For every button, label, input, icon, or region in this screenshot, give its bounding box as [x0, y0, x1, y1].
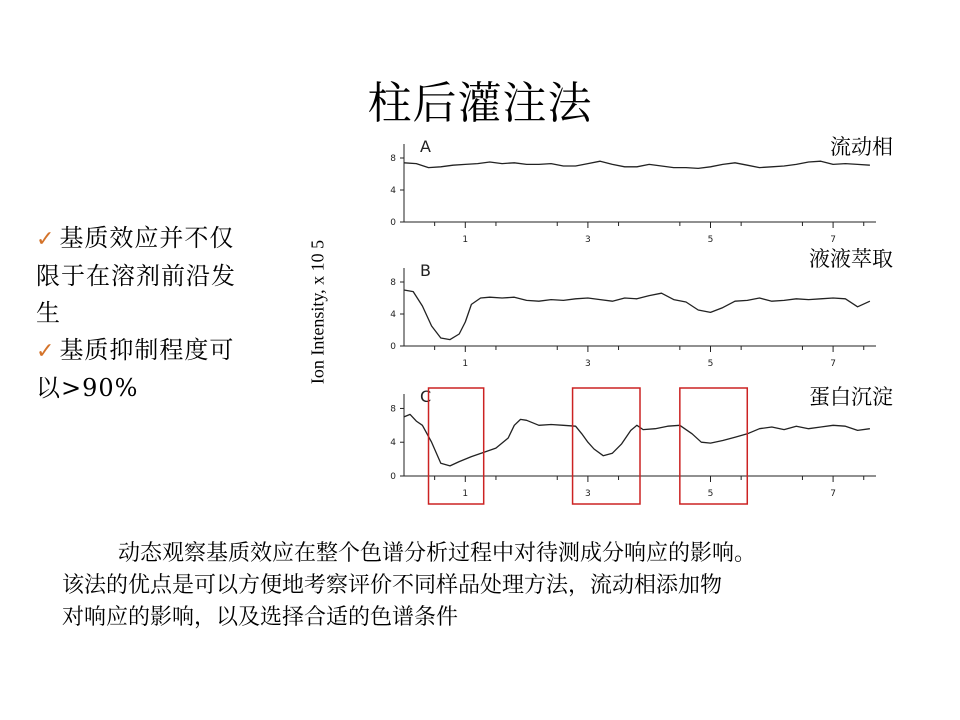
x-tick-label: 3 — [585, 489, 591, 499]
x-tick-label: 3 — [585, 359, 591, 369]
y-tick-label: 0 — [390, 472, 396, 482]
x-tick-label: 5 — [707, 489, 714, 499]
y-tick-label: 0 — [390, 342, 396, 352]
description — [62, 538, 922, 634]
x-tick-label: 5 — [707, 359, 714, 369]
y-axis-label: Ion Intensity, x 10 5 — [307, 239, 328, 385]
y-tick-label: 4 — [390, 310, 396, 320]
x-tick-label: 1 — [462, 359, 469, 369]
series-line — [404, 414, 870, 466]
y-tick-label: 8 — [390, 278, 396, 288]
highlight-box — [680, 388, 747, 504]
y-tick-label: 8 — [390, 404, 396, 415]
checkmark-icon: ✓ — [36, 227, 56, 252]
panel-letter: B — [420, 261, 431, 280]
checkmark-icon: ✓ — [36, 339, 56, 364]
x-tick-label: 7 — [830, 359, 836, 369]
y-tick-label: 4 — [390, 186, 396, 196]
method-label: 流动相 — [830, 135, 893, 159]
highlight-box — [573, 388, 640, 504]
x-tick-label: 5 — [707, 235, 714, 245]
y-tick-label: 4 — [390, 438, 396, 449]
description-line: 动态观察基质效应在整个色谱分析过程中对待测成分响应的影响。 — [118, 541, 757, 566]
highlight-box — [429, 388, 484, 504]
x-tick-label: 1 — [462, 489, 469, 499]
method-label: 蛋白沉淀 — [809, 385, 893, 409]
y-tick-label: 8 — [390, 154, 396, 164]
x-tick-label: 7 — [830, 489, 836, 499]
x-tick-label: 3 — [585, 235, 591, 245]
x-tick-label: 7 — [830, 235, 836, 245]
bullet-text: 基质抑制程度可以>90% — [36, 336, 235, 402]
y-tick-label: 0 — [390, 218, 396, 228]
description-line: 对响应的影响，以及选择合适的色谱条件 — [62, 605, 459, 630]
series-line — [404, 290, 870, 340]
panel-letter: A — [420, 137, 431, 156]
x-tick-label: 1 — [462, 235, 469, 245]
slide-title: 柱后灌注法 — [367, 78, 593, 129]
description-line: 该法的优点是可以方便地考察评价不同样品处理方法，流动相添加物 — [62, 573, 723, 598]
bullet-text: 基质效应并不仅限于在溶剂前沿发生 — [36, 224, 236, 327]
method-label: 液液萃取 — [809, 247, 893, 271]
panel-letter: C — [420, 387, 432, 406]
series-line — [404, 161, 870, 168]
